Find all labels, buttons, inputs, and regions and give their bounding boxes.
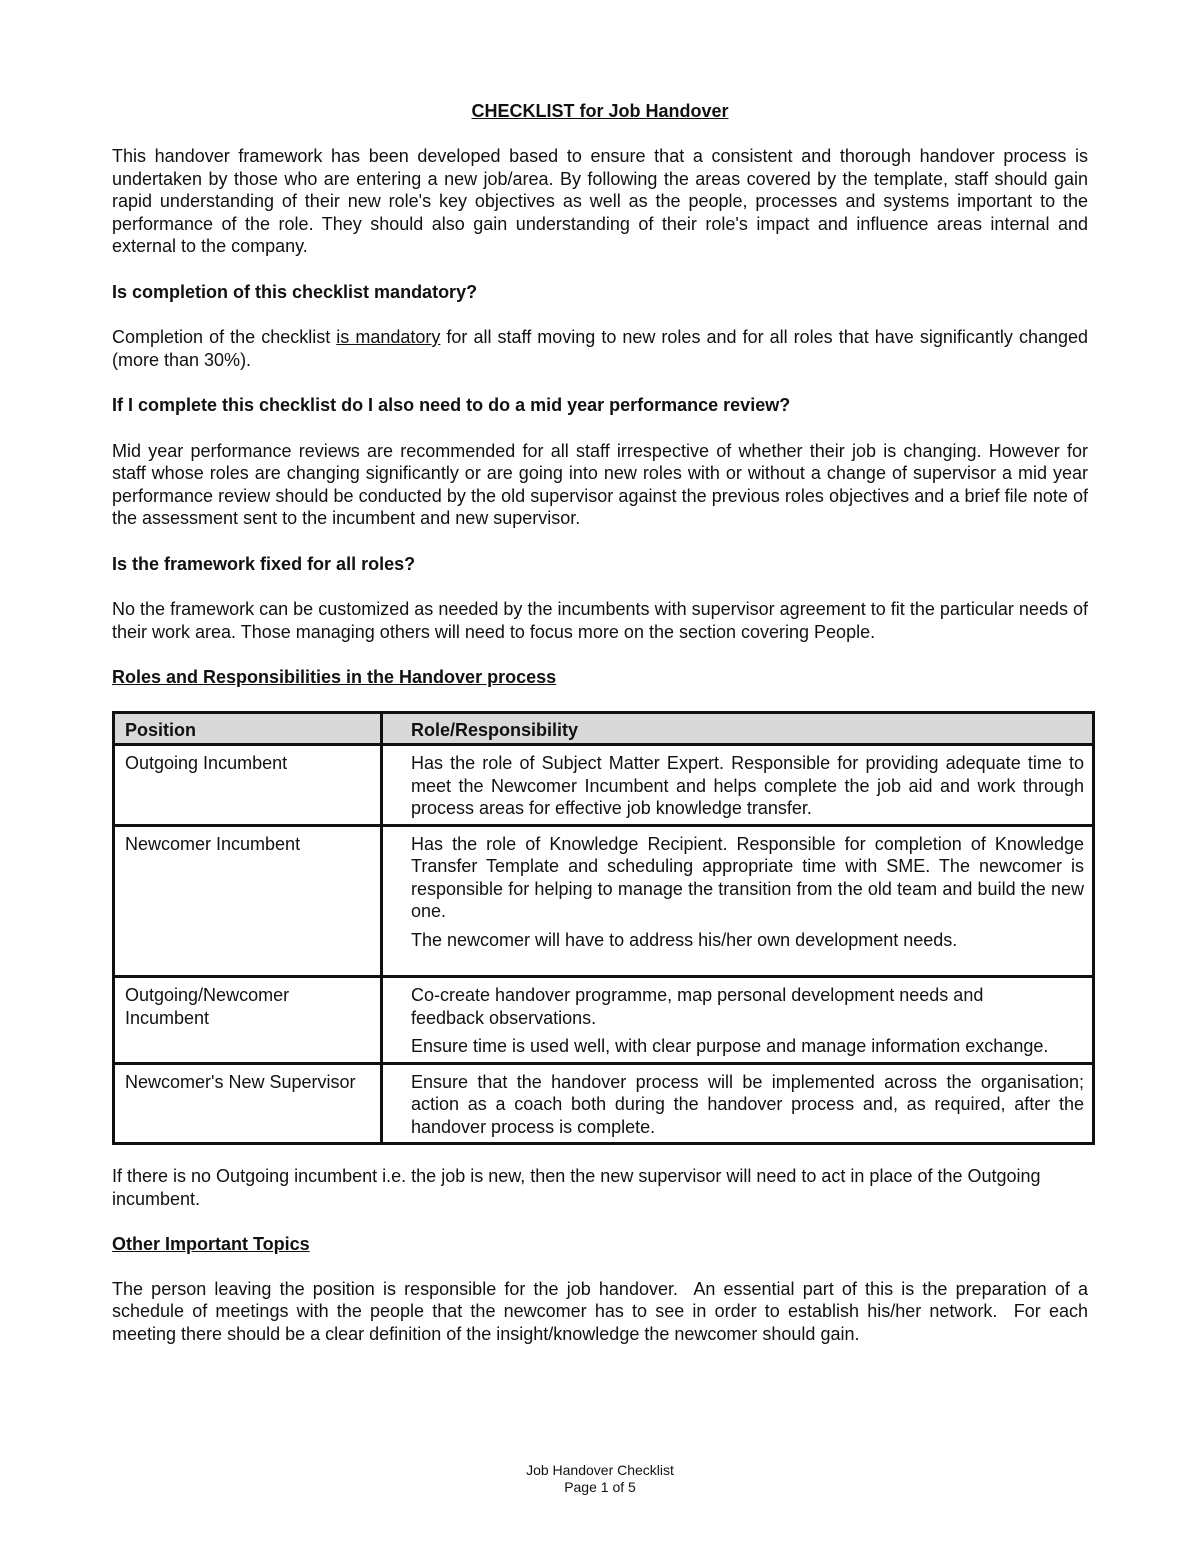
column-header-position: Position — [114, 712, 382, 745]
table-row — [114, 1063, 1094, 1144]
position-cell — [114, 977, 382, 1064]
table-row — [114, 745, 1094, 826]
other-topics-heading: Other Important Topics — [112, 1234, 310, 1254]
position-cell: Newcomer Incumbent — [114, 825, 382, 977]
document-page — [112, 100, 1094, 1368]
role-text: Has the role of Knowledge Recipient. Responsible for completion of Knowledge Transfer Template and scheduling appropriate time with SME. The newcomer is responsible for helping to manage the transition from the old team and build the new one. — [411, 833, 1084, 921]
answer-mandatory-start: Completion of the checklist — [112, 327, 337, 347]
position-cell: Outgoing Incumbent — [114, 745, 382, 826]
roles-table — [112, 711, 1095, 1146]
table-row — [114, 977, 1094, 1064]
role-text: Ensure time is used well, with clear purpose and manage information exchange. — [411, 1036, 1049, 1056]
answer-framework-fixed: No the framework can be customized as needed by the incumbents with supervisor agreement to fit the particular needs of their work area. Those managing others will need to focus more on the section covering People. — [112, 599, 1088, 642]
role-text: Ensure that the handover process will be implemented across the organisation; action as a coach both during the handover process and, as required, after the handover process is complete. — [411, 1071, 1084, 1137]
position-text: Outgoing/Newcomer Incumbent — [125, 985, 290, 1028]
role-text: The newcomer will have to address his/her own development needs. — [411, 929, 958, 950]
intro-paragraph: This handover framework has been developed based to ensure that a consistent and thorough handover process is undertaken by those who are entering a new job/area. By following the areas covered by the template, staff should gain rapid understanding of their new role's key objectives as well as the people, processes and systems important to the performance of the role. They should also gain understanding of their role's impact and influence areas internal and external to the company. — [112, 146, 1088, 256]
answer-mandatory-emphasis: is mandatory — [336, 327, 441, 347]
role-cell — [382, 977, 1094, 1064]
role-text: Has the role of Subject Matter Expert. Responsible for providing adequate time to meet the Newcomer Incumbent and helps complete the job aid and work through process areas for effective job knowledge transfer. — [411, 753, 1084, 818]
question-framework-fixed: Is the framework fixed for all roles? — [112, 553, 416, 574]
roles-heading: Roles and Responsibilities in the Handover process — [112, 667, 557, 687]
footer-document-name: Job Handover Checklist — [526, 1462, 674, 1478]
footer-page-number: Page 1 of 5 — [564, 1479, 636, 1495]
answer-mid-year-review: Mid year performance reviews are recommended for all staff irrespective of whether their job is changing. However for staff whose roles are changing significantly or are going into new roles with or without a change of supervisor a mid year performance review should be conducted by the old supervisor against the previous roles objectives and a brief file note of the assessment sent to the incumbent and new supervisor. — [112, 440, 1088, 528]
table-row — [114, 825, 1094, 977]
question-mandatory: Is completion of this checklist mandatory? — [112, 281, 478, 302]
no-outgoing-note: If there is no Outgoing incumbent i.e. the job is new, then the new supervisor will need to act in place of the Outgoing incumbent. — [112, 1166, 1041, 1209]
role-text: Co-create handover programme, map personal development needs and feedback observations. — [411, 985, 984, 1028]
position-cell: Newcomer's New Supervisor — [114, 1063, 382, 1144]
role-cell — [382, 1063, 1094, 1144]
document-title: CHECKLIST for Job Handover — [471, 101, 729, 121]
other-topics-paragraph: The person leaving the position is responsible for the job handover. An essential part of this is the preparation of a schedule of meetings with the people that the newcomer has to see in order to establish his/her network. For each meeting there should be a clear definition of the insight/knowledge the newcomer should gain. — [112, 1278, 1094, 1344]
page-footer — [0, 1462, 1200, 1496]
question-mid-year-review: If I complete this checklist do I also need to do a mid year performance review? — [112, 395, 791, 415]
answer-mandatory-end: for all staff moving to new roles and for all roles that have significantly changed (more than 30%). — [112, 327, 1089, 370]
role-cell — [382, 745, 1094, 826]
roles-table-header-row — [114, 712, 1094, 745]
role-cell — [382, 825, 1094, 977]
column-header-role: Role/Responsibility — [382, 712, 1094, 745]
answer-mandatory — [112, 326, 1088, 371]
